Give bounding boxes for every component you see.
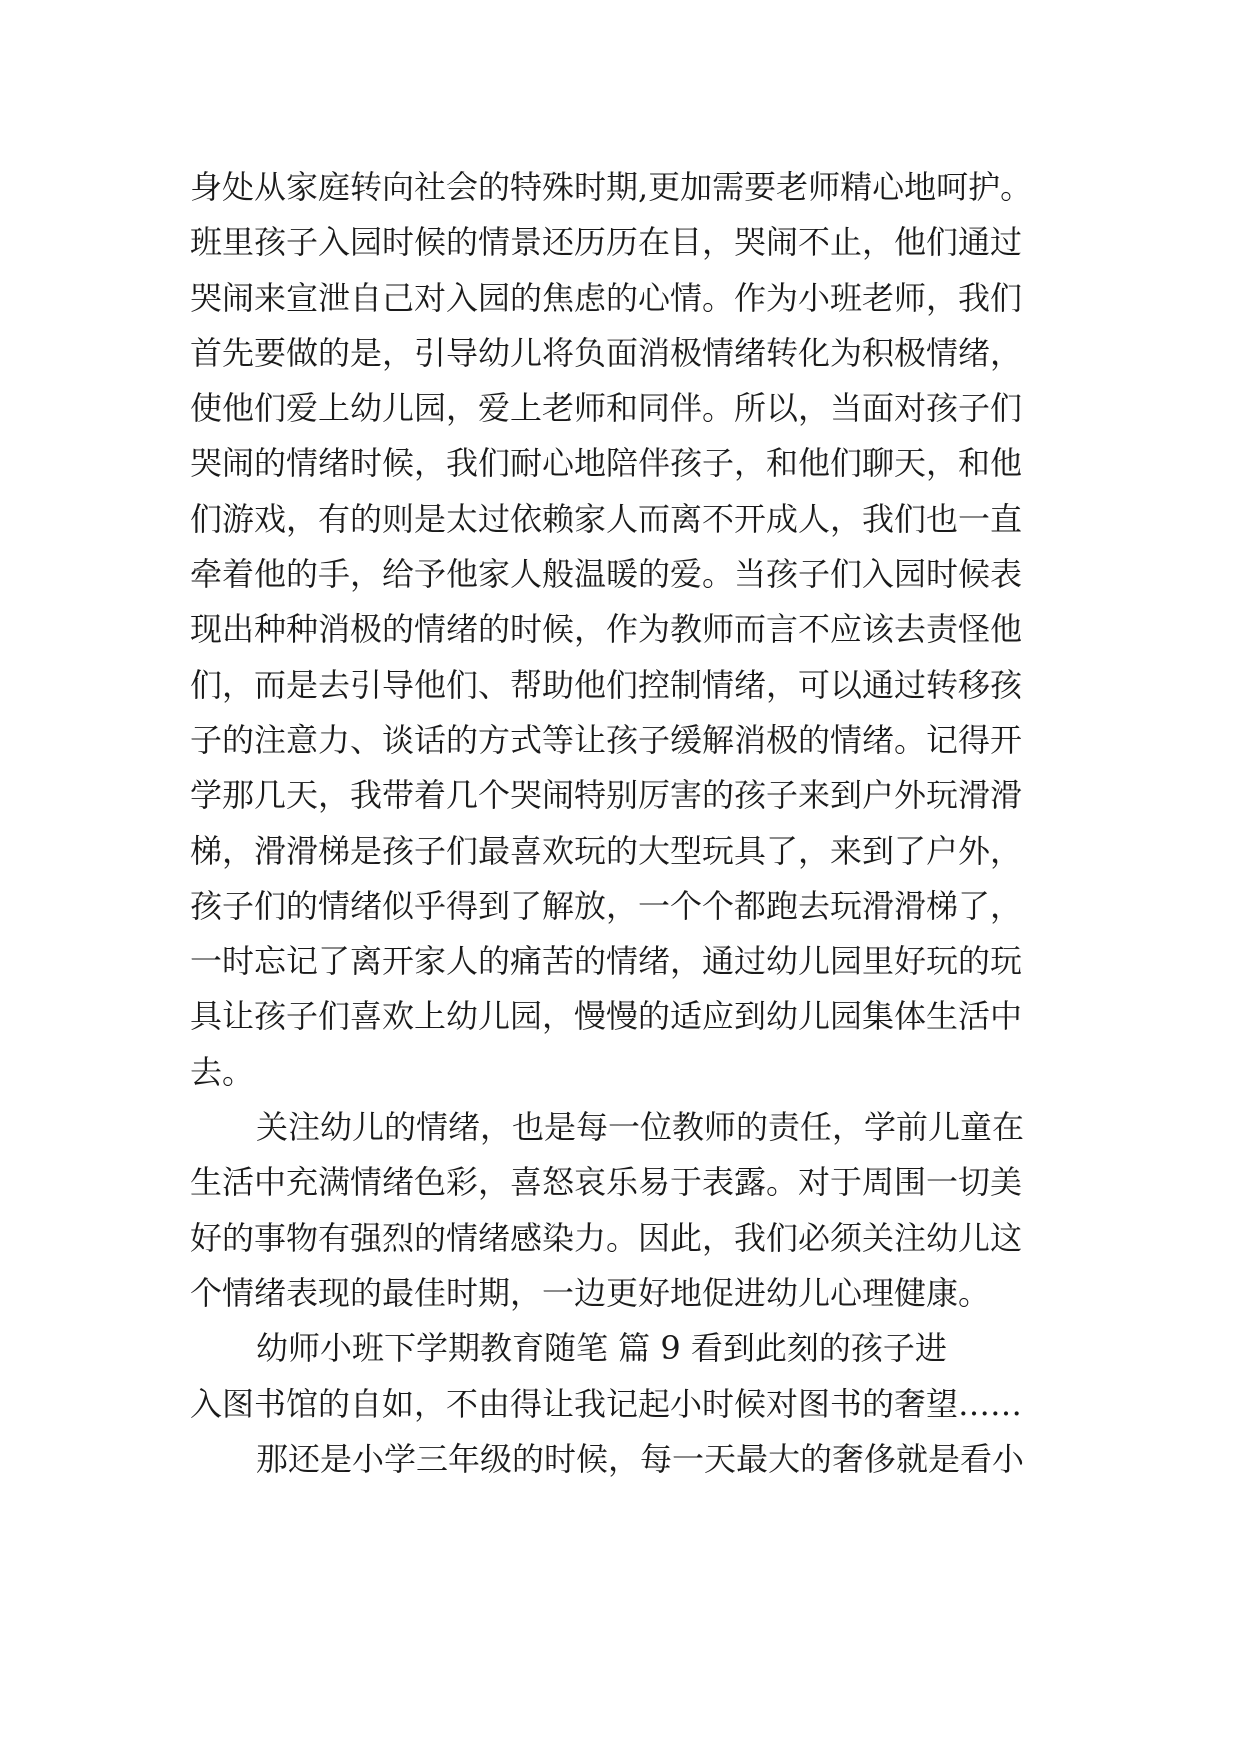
- text-line: 去。: [190, 1052, 255, 1091]
- text-line: 牵着他的手，给予他家人般温暖的爱。当孩子们入园时候表: [190, 555, 1023, 594]
- text-line: 们游戏，有的则是太过依赖家人而离不开成人，我们也一直: [190, 499, 1023, 538]
- text-line: 那还是小学三年级的时候，每一天最大的奢侈就是看小: [256, 1439, 1025, 1478]
- body-text: [190, 160, 1090, 1487]
- text-line: 哭闹的情绪时候，我们耐心地陪伴孩子，和他们聊天，和他: [190, 444, 1023, 483]
- text-line: 哭闹来宣泄自己对入园的焦虑的心情。作为小班老师，我们: [190, 278, 1023, 317]
- text-line: 子的注意力、谈话的方式等让孩子缓解消极的情绪。记得开: [190, 720, 1023, 759]
- text-line: 班里孩子入园时候的情景还历历在目，哭闹不止，他们通过: [190, 223, 1023, 262]
- text-line: 梯，滑滑梯是孩子们最喜欢玩的大型玩具了，来到了户外，: [190, 831, 1023, 870]
- text-line: 身处从家庭转向社会的特殊时期,更加需要老师精心地呵护。: [190, 168, 1033, 206]
- text-line: 一时忘记了离开家人的痛苦的情绪，通过幼儿园里好玩的玩: [190, 942, 1023, 981]
- text-line: 具让孩子们喜欢上幼儿园，慢慢的适应到幼儿园集体生活中: [190, 997, 1023, 1036]
- text-line: 现出种种消极的情绪的时候，作为教师而言不应该去责怪他: [190, 610, 1023, 649]
- text-line: 个情绪表现的最佳时期，一边更好地促进幼儿心理健康。: [190, 1273, 991, 1312]
- text-line: 好的事物有强烈的情绪感染力。因此，我们必须关注幼儿这: [190, 1218, 1023, 1257]
- text-line: 入图书馆的自如，不由得让我记起小时候对图书的奢望……: [190, 1384, 1023, 1423]
- text-line: 幼师小班下学期教育随笔 篇 9 看到此刻的孩子进: [256, 1329, 947, 1368]
- text-line: 首先要做的是，引导幼儿将负面消极情绪转化为积极情绪，: [190, 333, 1023, 372]
- text-line: 孩子们的情绪似乎得到了解放，一个个都跑去玩滑滑梯了，: [190, 886, 1023, 925]
- text-line: 学那几天，我带着几个哭闹特别厉害的孩子来到户外玩滑滑: [190, 776, 1023, 815]
- text-line: 关注幼儿的情绪，也是每一位教师的责任，学前儿童在: [256, 1108, 1025, 1147]
- text-line: 生活中充满情绪色彩，喜怒哀乐易于表露。对于周围一切美: [190, 1163, 1023, 1202]
- text-line: 使他们爱上幼儿园，爱上老师和同伴。所以，当面对孩子们: [190, 389, 1023, 428]
- text-line: 们，而是去引导他们、帮助他们控制情绪，可以通过转移孩: [190, 665, 1023, 704]
